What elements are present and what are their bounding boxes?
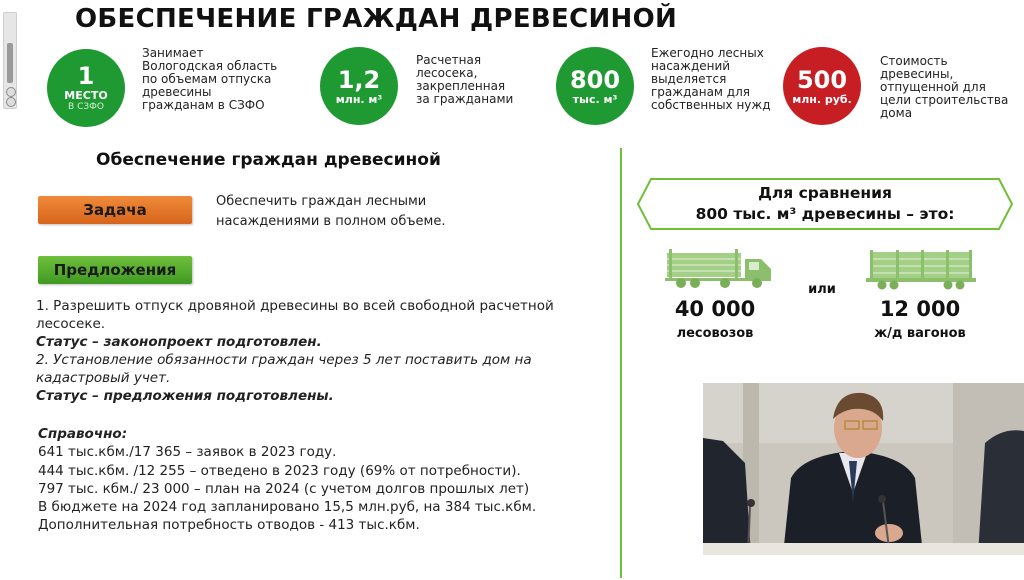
comparison-line-2: 800 тыс. м³ древесины – это: [695,205,955,223]
reference-line: 444 тыс.кбм. /12 255 – отведено в 2023 году (69% от потребности). [38,462,521,479]
divider [620,148,622,578]
proposals-list [36,297,616,405]
wagons-label: ж/д вагонов [874,326,966,341]
section-title: Обеспечение граждан древесиной [96,150,441,170]
fact-circle-annual-volume: 800 тыс. м³ [556,47,634,125]
speaker-video [703,383,1024,555]
comparison-or: или [808,282,836,297]
fact-text-cost: Стоимость древесины, отпущенной для цели строительства дома [880,54,1009,120]
reference-title: Справочно: [38,426,128,442]
fact-text-allowable-cut: Расчетная лесосека, закрепленная за гражданами [416,53,514,106]
proposal-status-2: Статус – предложения подготовлены. [36,388,334,404]
timber-truck-icon [665,245,775,289]
trucks-label: лесовозов [676,326,754,341]
wagons-value: 12 000 [879,297,961,321]
rail-wagon-icon [866,248,976,290]
proposal-item-2: 2. Установление обязанности граждан через 5 лет поставить дом на кадастровый учет. [36,352,532,386]
fact-text-rank: Занимает Вологодская область по объемам отпуска древесины гражданам в СЗФО [142,46,278,112]
fact-text-annual-volume: Ежегодно лесных насаждений выделяется гражданам для собственных нужд [651,46,771,112]
proposal-item-1: 1. Разрешить отпуск дровяной древесины во всей свободной расчетной лесосеке. [36,298,554,332]
scroll-up-icon[interactable] [6,87,16,97]
reference-line: 797 тыс. кбм./ 23 000 – план на 2024 (с учетом долгов прошлых лет) [38,480,530,497]
trucks-value: 40 000 [674,297,756,321]
page-title: ОБЕСПЕЧЕНИЕ ГРАЖДАН ДРЕВЕСИНОЙ [75,4,678,34]
proposal-status-1: Статус – законопроект подготовлен. [36,334,322,350]
scroll-down-icon[interactable] [6,97,16,107]
reference-block [38,425,618,535]
task-text: Обеспечить граждан лесными насаждениями в полном объеме. [216,194,446,229]
scrollbar[interactable] [3,12,17,109]
speaker-video-frame [703,383,1024,555]
comparison-heading [640,183,1010,225]
comparison-line-1: Для сравнения [758,184,892,202]
fact-circle-rank: 1 МЕСТО В СЗФО [47,49,125,127]
fact-circle-allowable-cut: 1,2 млн. м³ [320,47,398,125]
reference-line: Дополнительная потребность отводов - 413 тыс.кбм. [38,517,420,534]
fact-circle-cost: 500 млн. руб. [783,47,861,125]
task-label: Задача [38,196,192,224]
reference-line: 641 тыс.кбм./17 365 – заявок в 2023 году. [38,444,337,461]
scrollbar-thumb[interactable] [7,43,13,83]
proposals-label: Предложения [38,256,192,284]
reference-line: В бюджете на 2024 год запланировано 15,5 млн.руб, на 384 тыс.кбм. [38,499,537,516]
